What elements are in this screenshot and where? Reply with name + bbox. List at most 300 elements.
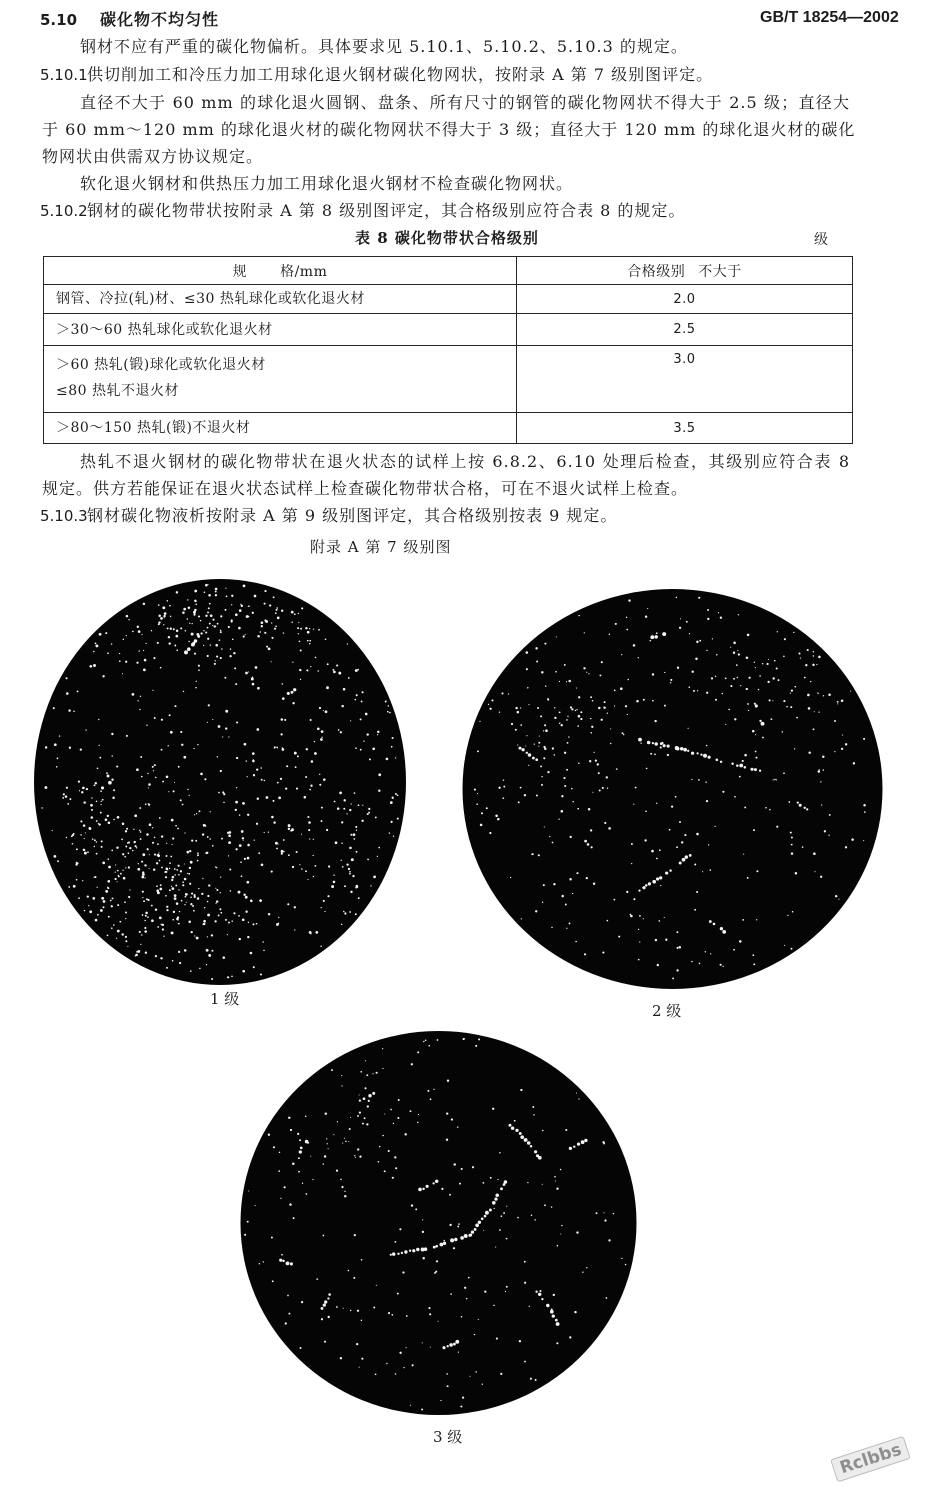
carbide-particle bbox=[197, 860, 199, 862]
carbide-particle bbox=[782, 731, 783, 732]
carbide-particle bbox=[427, 1090, 429, 1092]
carbide-particle bbox=[753, 963, 755, 965]
carbide-particle bbox=[145, 915, 147, 917]
carbide-particle bbox=[197, 744, 198, 745]
carbide-particle bbox=[350, 1117, 351, 1118]
carbide-particle bbox=[746, 657, 749, 660]
carbide-particle bbox=[590, 846, 592, 848]
carbide-particle bbox=[569, 1336, 571, 1338]
carbide-particle bbox=[584, 953, 586, 955]
carbide-particle bbox=[549, 836, 550, 837]
carbide-particle bbox=[495, 1247, 496, 1248]
carbide-particle bbox=[228, 736, 229, 737]
carbide-particle bbox=[85, 729, 86, 730]
carbide-particle bbox=[139, 830, 140, 831]
carbide-particle bbox=[851, 838, 854, 841]
carbide-particle bbox=[197, 897, 200, 900]
carbide-particle bbox=[208, 954, 211, 957]
carbide-particle bbox=[115, 878, 117, 880]
paragraph-line: 直径不大于 60 mm 的球化退火圆钢、盘条、所有尺寸的钢管的碳化物网状不得大于 2.5 级；直径大 bbox=[80, 93, 850, 112]
carbide-particle bbox=[160, 667, 162, 669]
carbide-particle bbox=[336, 1170, 338, 1172]
carbide-particle bbox=[677, 667, 679, 669]
carbide-particle bbox=[189, 795, 190, 796]
carbide-particle bbox=[273, 821, 275, 823]
carbide-particle bbox=[62, 797, 64, 799]
carbide-particle bbox=[542, 902, 543, 903]
carbide-particle bbox=[823, 769, 825, 771]
carbide-particle bbox=[378, 789, 380, 791]
carbide-particle bbox=[357, 1115, 359, 1117]
paragraph-line: 于 60 mm～120 mm 的球化退火材的碳化物网状不得大于 3 级；直径大于 120 mm 的球化退火材的碳化 bbox=[42, 120, 856, 139]
carbide-particle bbox=[710, 953, 711, 954]
carbide-particle bbox=[535, 910, 537, 912]
carbide-particle bbox=[261, 625, 263, 627]
carbide-particle bbox=[416, 1248, 419, 1251]
carbide-particle bbox=[538, 854, 540, 856]
carbide-particle bbox=[307, 631, 310, 634]
carbide-particle bbox=[386, 1363, 387, 1364]
carbide-particle bbox=[335, 841, 338, 844]
carbide-particle bbox=[628, 599, 630, 601]
carbide-particle bbox=[188, 873, 190, 875]
carbide-particle bbox=[295, 766, 297, 768]
carbide-particle bbox=[698, 597, 700, 599]
carbide-particle bbox=[538, 742, 540, 744]
carbide-particle bbox=[696, 833, 699, 836]
carbide-particle bbox=[309, 640, 311, 642]
carbide-particle bbox=[282, 1260, 285, 1263]
carbide-particle bbox=[390, 801, 393, 804]
carbide-particle bbox=[342, 1143, 343, 1144]
carbide-particle bbox=[273, 596, 275, 598]
carbide-particle bbox=[278, 917, 279, 918]
carbide-particle bbox=[367, 859, 369, 861]
carbide-particle bbox=[292, 866, 294, 868]
table-8 bbox=[43, 256, 853, 444]
spec-text: ≤80 热轧不退火材 bbox=[56, 383, 179, 399]
carbide-particle bbox=[759, 720, 761, 722]
carbide-particle bbox=[107, 815, 109, 817]
carbide-particle bbox=[402, 1271, 404, 1273]
carbide-particle bbox=[337, 1121, 338, 1122]
carbide-particle bbox=[590, 718, 591, 719]
carbide-particle bbox=[392, 1252, 395, 1255]
carbide-particle bbox=[541, 784, 543, 786]
carbide-particle bbox=[268, 913, 270, 915]
carbide-particle bbox=[472, 1166, 474, 1168]
carbide-particle bbox=[398, 1099, 400, 1101]
carbide-particle bbox=[333, 881, 336, 884]
carbide-particle bbox=[235, 801, 238, 804]
carbide-particle bbox=[205, 615, 207, 617]
carbide-particle bbox=[390, 1109, 392, 1111]
carbide-particle bbox=[388, 1312, 390, 1314]
carbide-particle bbox=[140, 944, 141, 945]
carbide-particle bbox=[718, 612, 719, 613]
carbide-particle bbox=[202, 833, 204, 835]
table-row bbox=[44, 413, 853, 444]
carbide-particle bbox=[121, 933, 123, 935]
carbide-particle bbox=[170, 731, 173, 734]
carbide-particle bbox=[119, 660, 121, 662]
carbide-particle bbox=[532, 1106, 534, 1108]
carbide-particle bbox=[769, 809, 771, 811]
carbide-particle bbox=[313, 628, 314, 629]
carbide-particle bbox=[294, 752, 297, 755]
carbide-particle bbox=[532, 757, 535, 760]
carbide-particle bbox=[282, 610, 283, 611]
carbide-particle bbox=[57, 758, 59, 760]
carbide-particle bbox=[636, 700, 639, 703]
carbide-particle bbox=[276, 607, 278, 609]
carbide-particle bbox=[519, 1132, 522, 1135]
carbide-particle bbox=[754, 703, 756, 705]
carbide-particle bbox=[184, 949, 187, 952]
carbide-particle bbox=[108, 858, 110, 860]
carbide-particle bbox=[97, 914, 99, 916]
carbide-particle bbox=[208, 607, 210, 609]
carbide-particle bbox=[762, 737, 764, 739]
carbide-particle bbox=[294, 613, 296, 615]
carbide-particle bbox=[382, 1068, 383, 1069]
carbide-particle bbox=[238, 891, 241, 894]
carbide-particle bbox=[69, 747, 71, 749]
carbide-particle bbox=[559, 681, 560, 682]
carbide-particle bbox=[828, 693, 831, 696]
carbide-particle bbox=[480, 824, 483, 827]
carbide-particle bbox=[155, 908, 157, 910]
carbide-particle bbox=[783, 772, 785, 774]
carbide-particle bbox=[439, 1243, 443, 1247]
carbide-particle bbox=[177, 828, 179, 830]
carbide-particle bbox=[264, 780, 265, 781]
carbide-particle bbox=[535, 1291, 537, 1293]
carbide-particle bbox=[231, 621, 233, 623]
carbide-particle bbox=[218, 914, 220, 916]
carbide-particle bbox=[551, 927, 552, 928]
carbide-particle bbox=[182, 804, 184, 806]
carbide-particle bbox=[578, 615, 579, 616]
carbide-particle bbox=[86, 788, 88, 790]
carbide-particle bbox=[409, 1250, 411, 1252]
watermark-logo: Rclbbs bbox=[830, 1436, 911, 1483]
carbide-particle bbox=[578, 762, 580, 764]
carbide-particle bbox=[733, 651, 735, 653]
carbide-particle bbox=[328, 1148, 329, 1149]
carbide-particle bbox=[784, 638, 786, 640]
carbide-particle bbox=[638, 890, 640, 892]
carbide-particle bbox=[370, 885, 371, 886]
carbide-particle bbox=[250, 952, 253, 955]
carbide-particle bbox=[531, 1214, 533, 1216]
grade-cell: 3.5 bbox=[517, 413, 853, 444]
carbide-particle bbox=[72, 843, 74, 845]
carbide-particle bbox=[783, 700, 785, 702]
carbide-particle bbox=[156, 889, 159, 892]
carbide-particle bbox=[312, 1179, 313, 1180]
carbide-particle bbox=[838, 899, 839, 900]
carbide-particle bbox=[220, 892, 221, 893]
carbide-particle bbox=[121, 839, 123, 841]
carbide-particle bbox=[556, 636, 557, 637]
carbide-particle bbox=[281, 852, 283, 854]
carbide-particle bbox=[226, 596, 228, 598]
carbide-particle bbox=[344, 885, 346, 887]
carbide-particle bbox=[135, 845, 137, 847]
carbide-particle bbox=[76, 879, 78, 881]
carbide-particle bbox=[156, 885, 158, 887]
carbide-particle bbox=[176, 629, 179, 632]
carbide-particle bbox=[489, 1209, 492, 1212]
carbide-particle bbox=[511, 1126, 514, 1129]
carbide-particle bbox=[728, 709, 730, 711]
carbide-particle bbox=[271, 661, 272, 662]
carbide-particle bbox=[195, 603, 197, 605]
carbide-particle bbox=[475, 1371, 477, 1373]
carbide-particle bbox=[197, 854, 199, 856]
carbide-particle bbox=[240, 604, 241, 605]
carbide-particle bbox=[358, 897, 360, 899]
carbide-particle bbox=[626, 891, 628, 893]
carbide-particle bbox=[353, 1277, 355, 1279]
carbide-particle bbox=[287, 903, 289, 905]
carbide-particle bbox=[239, 814, 240, 815]
carbide-particle bbox=[343, 808, 345, 810]
carbide-particle bbox=[220, 615, 222, 617]
carbide-particle bbox=[808, 707, 811, 710]
carbide-particle bbox=[315, 931, 318, 934]
carbide-particle bbox=[325, 1112, 327, 1114]
carbide-particle bbox=[169, 889, 171, 891]
carbide-particle bbox=[391, 821, 393, 823]
carbide-particle bbox=[207, 914, 210, 917]
carbide-particle bbox=[691, 779, 692, 780]
carbide-particle bbox=[607, 787, 608, 788]
carbide-particle bbox=[621, 1258, 622, 1259]
carbide-particle bbox=[524, 1282, 526, 1284]
carbide-particle bbox=[755, 734, 756, 735]
carbide-particle bbox=[324, 911, 325, 912]
carbide-particle bbox=[277, 617, 280, 620]
figure-caption: 附录 A 第 7 级别图 bbox=[310, 538, 452, 556]
carbide-particle bbox=[97, 767, 99, 769]
micrograph-label: 1 级 bbox=[210, 990, 240, 1008]
carbide-particle bbox=[494, 1197, 497, 1200]
carbide-particle bbox=[459, 1183, 461, 1185]
carbide-particle bbox=[80, 820, 82, 822]
carbide-particle bbox=[863, 804, 866, 807]
carbide-particle bbox=[537, 707, 539, 709]
carbide-particle bbox=[198, 669, 200, 671]
carbide-particle bbox=[156, 862, 158, 864]
carbide-particle bbox=[328, 1316, 330, 1318]
carbide-particle bbox=[679, 946, 682, 949]
carbide-particle bbox=[466, 1298, 467, 1299]
carbide-particle bbox=[198, 665, 200, 667]
carbide-particle bbox=[458, 1223, 460, 1225]
carbide-particle bbox=[363, 741, 364, 742]
carbide-particle bbox=[356, 830, 357, 831]
carbide-particle bbox=[149, 823, 152, 826]
carbide-particle bbox=[550, 1311, 552, 1313]
carbide-particle bbox=[185, 893, 188, 896]
carbide-particle bbox=[378, 847, 380, 849]
carbide-particle bbox=[422, 1231, 424, 1233]
carbide-particle bbox=[336, 664, 338, 666]
carbide-particle bbox=[248, 671, 249, 672]
carbide-particle bbox=[216, 900, 218, 902]
carbide-particle bbox=[478, 1221, 481, 1224]
carbide-particle bbox=[580, 711, 582, 713]
carbide-particle bbox=[680, 747, 684, 751]
carbide-particle bbox=[506, 1206, 507, 1207]
carbide-particle bbox=[676, 597, 677, 598]
carbide-particle bbox=[215, 588, 218, 591]
carbide-particle bbox=[285, 787, 287, 789]
carbide-particle bbox=[122, 823, 125, 826]
carbide-particle bbox=[163, 936, 164, 937]
carbide-particle bbox=[217, 756, 218, 757]
carbide-particle bbox=[298, 622, 299, 623]
carbide-particle bbox=[627, 679, 629, 681]
carbide-particle bbox=[772, 677, 774, 679]
carbide-particle bbox=[211, 934, 213, 936]
carbide-particle bbox=[359, 1367, 360, 1368]
carbide-particle bbox=[441, 1188, 443, 1190]
carbide-particle bbox=[557, 1245, 559, 1247]
carbide-particle bbox=[521, 918, 522, 919]
carbide-particle bbox=[777, 631, 778, 632]
carbide-particle bbox=[474, 1228, 477, 1231]
carbide-particle bbox=[535, 1379, 537, 1381]
carbide-particle bbox=[203, 630, 204, 631]
carbide-particle bbox=[783, 656, 785, 658]
carbide-particle bbox=[67, 803, 69, 805]
carbide-particle bbox=[424, 1247, 428, 1251]
carbide-particle bbox=[368, 808, 370, 810]
carbide-particle bbox=[212, 719, 213, 720]
carbide-particle bbox=[310, 666, 311, 667]
carbide-particle bbox=[349, 809, 351, 811]
carbide-particle bbox=[283, 632, 284, 633]
carbide-particle bbox=[709, 920, 712, 923]
carbide-particle bbox=[395, 1373, 397, 1375]
carbide-particle bbox=[382, 1135, 384, 1137]
carbide-particle bbox=[447, 1080, 449, 1082]
carbide-particle bbox=[184, 832, 185, 833]
carbide-particle bbox=[453, 1343, 456, 1346]
paragraph-line: 物网状由供需双方协议规定。 bbox=[42, 147, 264, 166]
carbide-particle bbox=[125, 936, 127, 938]
carbide-particle bbox=[464, 1234, 468, 1238]
carbide-particle bbox=[263, 941, 264, 942]
carbide-particle bbox=[450, 1238, 454, 1242]
carbide-particle bbox=[297, 755, 299, 757]
carbide-particle bbox=[802, 846, 804, 848]
carbide-particle bbox=[578, 696, 580, 698]
carbide-particle bbox=[147, 848, 149, 850]
carbide-particle bbox=[558, 819, 559, 820]
carbide-particle bbox=[113, 819, 115, 821]
carbide-particle bbox=[282, 683, 284, 685]
carbide-particle bbox=[707, 618, 709, 620]
carbide-particle bbox=[321, 820, 323, 822]
carbide-particle bbox=[288, 1313, 290, 1315]
carbide-particle bbox=[810, 681, 811, 682]
carbide-particle bbox=[730, 647, 731, 648]
carbide-particle bbox=[361, 1320, 362, 1321]
carbide-particle bbox=[66, 837, 67, 838]
carbide-particle bbox=[341, 842, 342, 843]
carbide-particle bbox=[91, 816, 94, 819]
carbide-particle bbox=[361, 1259, 363, 1261]
carbide-particle bbox=[553, 1294, 555, 1296]
carbide-particle bbox=[812, 664, 814, 666]
carbide-particle bbox=[288, 854, 290, 856]
carbide-particle bbox=[273, 1146, 275, 1148]
carbide-particle bbox=[290, 1262, 293, 1265]
carbide-particle bbox=[520, 724, 522, 726]
carbide-particle bbox=[339, 792, 342, 795]
carbide-particle bbox=[259, 899, 262, 902]
carbide-particle bbox=[676, 947, 678, 949]
carbide-particle bbox=[169, 714, 171, 716]
carbide-particle bbox=[128, 852, 130, 854]
carbide-particle bbox=[708, 756, 711, 759]
carbide-particle bbox=[90, 804, 93, 807]
carbide-particle bbox=[142, 891, 144, 893]
carbide-particle bbox=[123, 639, 124, 640]
carbide-particle bbox=[464, 1287, 466, 1289]
micrograph-label: 2 级 bbox=[652, 1002, 682, 1020]
carbide-particle bbox=[166, 967, 168, 969]
carbide-particle bbox=[503, 1212, 505, 1214]
carbide-particle bbox=[111, 643, 112, 644]
carbide-particle bbox=[268, 832, 269, 833]
carbide-particle bbox=[442, 1346, 445, 1349]
carbide-particle bbox=[239, 844, 242, 847]
carbide-particle bbox=[192, 905, 194, 907]
carbide-particle bbox=[644, 839, 646, 841]
carbide-particle bbox=[291, 691, 294, 694]
carbide-particle bbox=[796, 717, 798, 719]
carbide-particle bbox=[720, 761, 722, 763]
carbide-particle bbox=[220, 770, 222, 772]
carbide-particle bbox=[397, 1117, 399, 1119]
carbide-particle bbox=[205, 825, 207, 827]
carbide-particle bbox=[206, 964, 207, 965]
carbide-particle bbox=[57, 860, 59, 862]
carbide-particle bbox=[83, 824, 86, 827]
carbide-particle bbox=[355, 669, 358, 672]
carbide-particle bbox=[681, 841, 683, 843]
carbide-particle bbox=[101, 786, 104, 789]
carbide-particle bbox=[300, 649, 302, 651]
carbide-particle bbox=[140, 696, 141, 697]
carbide-particle bbox=[566, 769, 568, 771]
carbide-particle bbox=[449, 1224, 451, 1226]
carbide-particle bbox=[542, 671, 544, 673]
carbide-particle bbox=[66, 692, 69, 695]
carbide-particle bbox=[340, 1179, 342, 1181]
standard-code: GB/T 18254—2002 bbox=[760, 9, 899, 26]
carbide-particle bbox=[573, 1146, 575, 1148]
carbide-particle bbox=[565, 904, 567, 906]
carbide-particle bbox=[96, 841, 97, 842]
carbide-particle bbox=[252, 683, 255, 686]
carbide-particle bbox=[136, 768, 139, 771]
